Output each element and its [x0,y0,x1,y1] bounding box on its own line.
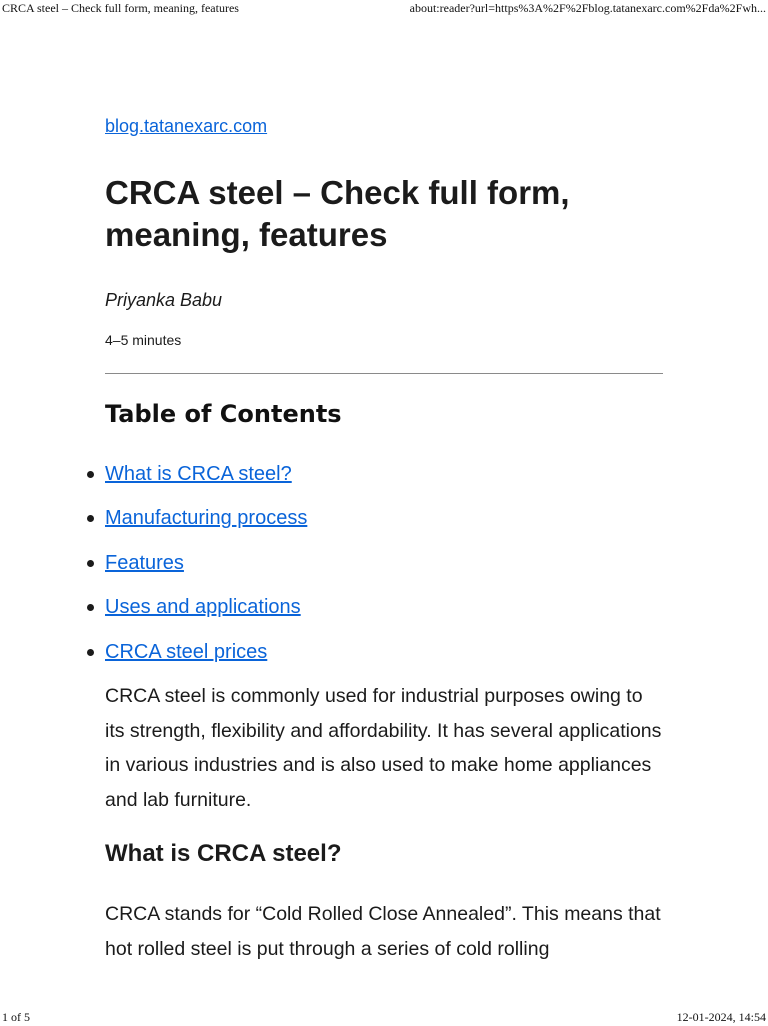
toc-item [105,549,307,593]
toc-link-manufacturing-process[interactable]: Manufacturing process [105,507,308,530]
bullet-icon [87,471,94,478]
toc-item [105,460,307,504]
intro-paragraph: CRCA steel is commonly used for industrial purposes owing to its strength, flexibility and affordability. It has several applications in various industries and is also used to make home appliances and lab furniture. [105,685,662,811]
table-of-contents [105,460,307,682]
toc-item [105,638,307,682]
article-author: Priyanka Babu [105,290,223,310]
bullet-icon [87,649,94,656]
print-header-title: CRCA steel – Check full form, meaning, features [2,1,239,15]
toc-link-what-is-crca[interactable]: What is CRCA steel? [105,463,292,485]
print-header-url: about:reader?url=https%3A%2F%2Fblog.tatanexarc.com%2Fda%2Fwh... [409,1,766,15]
bullet-icon [87,560,94,567]
toc-link-crca-prices[interactable]: CRCA steel prices [105,640,268,663]
toc-link-uses-applications[interactable]: Uses and applications [105,596,301,619]
page-number: 1 of 5 [2,1010,30,1024]
toc-link-features[interactable]: Features [105,551,184,574]
toc-item [105,504,307,548]
bullet-icon [87,515,94,522]
bullet-icon [87,604,94,611]
section-paragraph: CRCA stands for “Cold Rolled Close Annealed”. This means that hot rolled steel is put through a series of cold rolling [105,903,661,960]
source-domain-link[interactable]: blog.tatanexarc.com [105,116,268,136]
toc-item [105,593,307,637]
article-title: CRCA steel – Check full form, meaning, features [105,174,570,253]
header-divider [105,373,663,374]
reading-time: 4–5 minutes [105,332,182,348]
toc-heading: Table of Contents [105,400,342,428]
section-heading: What is CRCA steel? [105,840,342,867]
print-header [0,1,768,17]
print-datetime: 12-01-2024, 14:54 [676,1010,766,1024]
